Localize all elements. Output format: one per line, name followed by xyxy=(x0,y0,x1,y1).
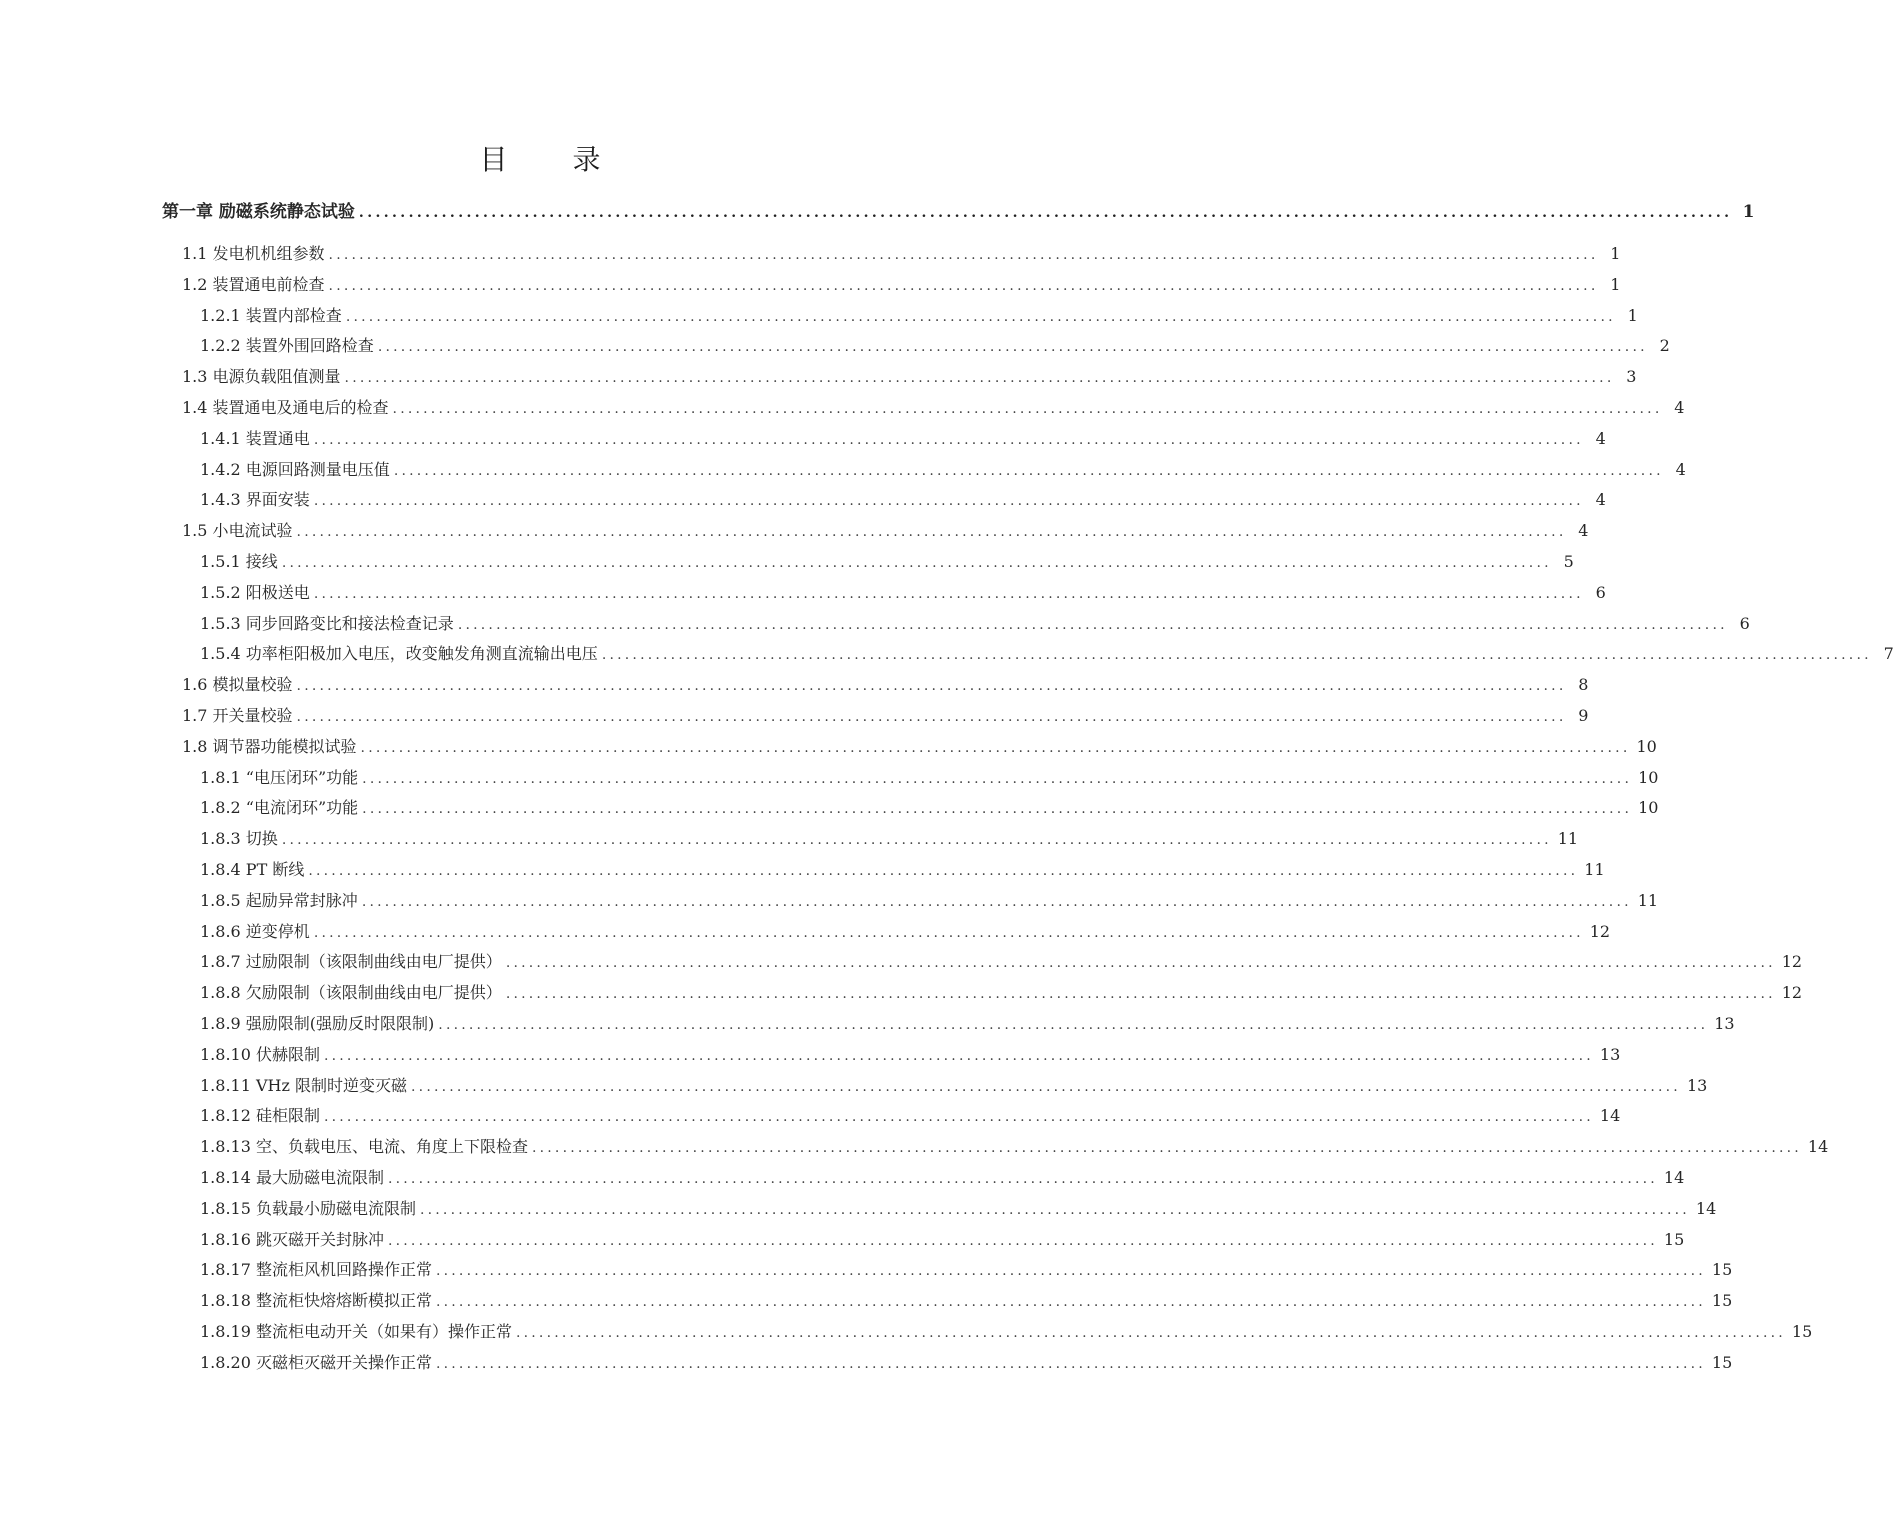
toc-dot-leader: ...................................................................................................................................................................... xyxy=(362,801,1633,818)
toc-dot-leader: ...................................................................................................................................................................... xyxy=(377,339,1648,356)
toc-dot-leader: ...................................................................................................................................................................... xyxy=(435,1355,1706,1372)
toc-dot-leader: ...................................................................................................................................................................... xyxy=(360,739,1631,756)
toc-entry-label: 1.4.2 电源回路测量电压值 xyxy=(200,459,390,479)
toc-dot-leader: ...................................................................................................................................................................... xyxy=(328,247,1599,263)
toc-dot-leader: ...................................................................................................................................................................... xyxy=(328,277,1599,294)
toc-entry[interactable] xyxy=(200,1318,1813,1346)
toc-dot-leader: ...................................................................................................................................................................... xyxy=(313,431,1584,448)
toc-dot-leader: ...................................................................................................................................................................... xyxy=(387,1171,1658,1187)
toc-page-number: 10 xyxy=(1636,736,1657,756)
toc-entry[interactable] xyxy=(182,671,1589,699)
toc-entry-label: 1.8.7 过励限制（该限制曲线由电厂提供） xyxy=(200,952,502,972)
toc-entry-label: 1.4.3 界面安装 xyxy=(200,490,310,510)
toc-page-number: 10 xyxy=(1638,767,1659,787)
toc-page-number: 15 xyxy=(1711,1260,1733,1280)
toc-page-number: 1 xyxy=(1610,244,1621,263)
toc-entry[interactable] xyxy=(200,856,1605,884)
toc-entry[interactable] xyxy=(200,1133,1829,1161)
toc-entry[interactable] xyxy=(200,1041,1621,1069)
toc-page-number: 4 xyxy=(1578,521,1589,541)
toc-entry-label: 1.8 调节器功能模拟试验 xyxy=(182,736,357,756)
toc-entry-label: 1.8.10 伏赫限制 xyxy=(200,1044,320,1064)
toc-page-number: 15 xyxy=(1791,1322,1813,1341)
toc-entry[interactable] xyxy=(200,1010,1735,1038)
toc-page-number: 3 xyxy=(1626,367,1637,387)
toc-chapter-entry[interactable] xyxy=(162,198,1755,226)
toc-dot-leader: ...................................................................................................................................................................... xyxy=(505,986,1776,1003)
toc-page-number: 4 xyxy=(1595,428,1606,448)
toc-page-number: 1 xyxy=(1627,305,1638,325)
toc-entry-label: 1.5.3 同步回路变比和接法检查记录 xyxy=(200,613,454,633)
toc-dot-leader: ...................................................................................................................................................................... xyxy=(457,616,1728,633)
toc-entry[interactable] xyxy=(200,979,1803,1007)
toc-page-number: 11 xyxy=(1557,829,1579,849)
toc-entry-label: 1.8.1 “电压闭环”功能 xyxy=(200,767,359,787)
toc-entry-label: 1.8.2 “电流闭环”功能 xyxy=(200,798,359,818)
toc-dot-leader: ...................................................................................................................................................................... xyxy=(296,678,1567,695)
toc-entry[interactable] xyxy=(200,1226,1685,1254)
toc-dot-leader: ...................................................................................................................................................................... xyxy=(358,205,1733,221)
toc-page-number: 7 xyxy=(1883,644,1894,664)
toc-dot-leader: ...................................................................................................................................................................... xyxy=(362,770,1633,787)
toc-entry-label: 1.8.9 强励限制(强励反时限限制) xyxy=(200,1014,435,1033)
toc-entry[interactable] xyxy=(200,579,1606,607)
toc-entry[interactable] xyxy=(200,887,1659,915)
toc-entry-label: 1.8.3 切换 xyxy=(200,829,278,849)
toc-title: 目 录 xyxy=(479,143,629,176)
toc-entry-label: 1.8.11 VHz 限制时逆变灭磁 xyxy=(200,1075,408,1095)
toc-entry-label: 1.8.6 逆变停机 xyxy=(200,921,310,941)
toc-page-number: 2 xyxy=(1659,336,1670,356)
toc-dot-leader: ...................................................................................................................................................................... xyxy=(296,524,1567,541)
toc-entry-label: 1.2 装置通电前检查 xyxy=(182,274,325,294)
toc-page-number: 6 xyxy=(1739,613,1750,633)
toc-dot-leader: ...................................................................................................................................................................... xyxy=(393,462,1664,479)
toc-dot-leader: ...................................................................................................................................................................... xyxy=(313,924,1584,941)
toc-dot-leader: ...................................................................................................................................................................... xyxy=(387,1232,1658,1249)
toc-dot-leader: ...................................................................................................................................................................... xyxy=(296,709,1567,725)
toc-entry[interactable] xyxy=(182,733,1657,761)
toc-entry[interactable] xyxy=(200,610,1750,638)
toc-entry-label: 1.8.17 整流柜风机回路操作正常 xyxy=(200,1260,432,1280)
toc-entry[interactable] xyxy=(200,1256,1733,1284)
toc-page-number: 1 xyxy=(1742,202,1755,222)
toc-page-number: 13 xyxy=(1599,1044,1621,1064)
toc-dot-leader: ...................................................................................................................................................................... xyxy=(515,1325,1786,1341)
toc-entry[interactable] xyxy=(182,394,1685,422)
toc-entry[interactable] xyxy=(200,640,1894,668)
toc-page-number: 14 xyxy=(1599,1106,1621,1126)
toc-entry-label: 1.2.1 装置内部检查 xyxy=(200,305,342,325)
toc-entry-label: 1.5.2 阳极送电 xyxy=(200,582,310,602)
toc-entry-label: 1.8.8 欠励限制（该限制曲线由电厂提供） xyxy=(200,983,502,1003)
toc-entry[interactable] xyxy=(200,794,1659,822)
toc-page-number: 4 xyxy=(1675,459,1686,479)
toc-page-number: 15 xyxy=(1711,1352,1733,1372)
toc-dot-leader: ...................................................................................................................................................................... xyxy=(411,1078,1681,1095)
toc-page-number: 4 xyxy=(1595,490,1606,510)
toc-entry-label: 1.8.4 PT 断线 xyxy=(200,860,305,879)
toc-page-number: 12 xyxy=(1589,921,1611,941)
toc-entry-label: 1.8.16 跳灭磁开关封脉冲 xyxy=(200,1229,384,1249)
toc-page-number: 8 xyxy=(1578,675,1589,695)
toc-dot-leader: ...................................................................................................................................................................... xyxy=(345,308,1616,325)
toc-entry-label: 1.3 电源负载阻值测量 xyxy=(182,367,341,387)
toc-page-number: 6 xyxy=(1595,582,1606,602)
toc-entry-label: 1.8.19 整流柜电动开关（如果有）操作正常 xyxy=(200,1322,512,1341)
toc-entry[interactable] xyxy=(182,240,1621,268)
toc-entry[interactable] xyxy=(200,425,1606,453)
toc-entry[interactable] xyxy=(200,486,1606,514)
toc-entry[interactable] xyxy=(200,918,1611,946)
toc-entry-label: 1.4 装置通电及通电后的检查 xyxy=(182,398,389,417)
toc-entry-label: 1.2.2 装置外围回路检查 xyxy=(200,336,374,356)
toc-entry[interactable] xyxy=(200,548,1574,576)
toc-dot-leader: ...................................................................................................................................................................... xyxy=(505,955,1776,972)
toc-page-number: 11 xyxy=(1584,860,1605,879)
toc-entry[interactable] xyxy=(182,271,1621,299)
toc-dot-leader: ...................................................................................................................................................................... xyxy=(281,832,1552,849)
toc-dot-leader: ...................................................................................................................................................................... xyxy=(313,585,1584,602)
toc-page-number: 10 xyxy=(1638,798,1659,818)
toc-entry-label: 1.8.14 最大励磁电流限制 xyxy=(200,1168,384,1187)
toc-dot-leader: ...................................................................................................................................................................... xyxy=(392,401,1663,417)
toc-page-number: 14 xyxy=(1663,1168,1685,1187)
toc-entry[interactable] xyxy=(200,764,1659,792)
toc-entry[interactable] xyxy=(182,517,1589,545)
toc-entry[interactable] xyxy=(200,302,1638,330)
toc-dot-leader: ...................................................................................................................................................................... xyxy=(531,1140,1802,1157)
toc-entry-label: 1.8.12 硅柜限制 xyxy=(200,1106,320,1126)
toc-dot-leader: ...................................................................................................................................................................... xyxy=(344,370,1615,387)
toc-entry-label: 1.8.18 整流柜快熔熔断模拟正常 xyxy=(200,1291,432,1311)
toc-dot-leader: ...................................................................................................................................................................... xyxy=(361,893,1632,910)
toc-entry[interactable] xyxy=(182,363,1637,391)
toc-page-number: 13 xyxy=(1714,1014,1735,1033)
toc-entry[interactable] xyxy=(200,1287,1733,1315)
toc-entry-label: 1.1 发电机机组参数 xyxy=(182,244,325,263)
toc-entry-label: 1.7 开关量校验 xyxy=(182,706,293,725)
toc-entry[interactable] xyxy=(200,1349,1733,1377)
toc-page-number: 9 xyxy=(1578,706,1589,725)
toc-dot-leader: ...................................................................................................................................................................... xyxy=(323,1047,1594,1064)
toc-entry-label: 1.8.15 负载最小励磁电流限制 xyxy=(200,1198,416,1218)
toc-entry-label: 1.5.1 接线 xyxy=(200,552,278,571)
toc-dot-leader: ...................................................................................................................................................................... xyxy=(601,647,1872,664)
toc-entry[interactable] xyxy=(200,332,1670,360)
toc-entry-label: 1.8.13 空、负载电压、电流、角度上下限检查 xyxy=(200,1137,528,1157)
toc-entry[interactable] xyxy=(200,825,1579,853)
toc-page-number: 4 xyxy=(1674,398,1685,417)
toc-entry[interactable] xyxy=(200,456,1686,484)
toc-dot-leader: ...................................................................................................................................................................... xyxy=(438,1017,1709,1033)
toc-entry[interactable] xyxy=(182,702,1589,730)
toc-dot-leader: ...................................................................................................................................................................... xyxy=(313,493,1584,510)
toc-entry-label: 1.8.20 灭磁柜灭磁开关操作正常 xyxy=(200,1352,432,1372)
toc-dot-leader: ...................................................................................................................................................................... xyxy=(323,1109,1594,1126)
toc-page-number: 15 xyxy=(1663,1229,1685,1249)
toc-page-number: 15 xyxy=(1711,1291,1733,1311)
toc-entry-label: 1.6 模拟量校验 xyxy=(182,675,293,695)
toc-dot-leader: ...................................................................................................................................................................... xyxy=(435,1294,1706,1311)
toc-page-number: 12 xyxy=(1781,983,1803,1003)
toc-entry-label: 1.4.1 装置通电 xyxy=(200,428,310,448)
toc-entry-label: 1.8.5 起励异常封脉冲 xyxy=(200,890,358,910)
toc-entry[interactable] xyxy=(200,1102,1621,1130)
toc-page-number: 1 xyxy=(1610,274,1621,294)
toc-dot-leader: ...................................................................................................................................................................... xyxy=(308,863,1579,879)
toc-entry-label: 1.5.4 功率柜阳极加入电压，改变触发角测直流输出电压 xyxy=(200,644,598,664)
toc-entry[interactable] xyxy=(200,1164,1685,1192)
toc-entry-label: 第一章 励磁系统静态试验 xyxy=(162,202,355,222)
toc-dot-leader: ...................................................................................................................................................................... xyxy=(281,555,1552,571)
toc-page-number: 5 xyxy=(1563,552,1574,571)
toc-entry-label: 1.5 小电流试验 xyxy=(182,521,293,541)
toc-entry[interactable] xyxy=(200,1195,1717,1223)
toc-page-number: 11 xyxy=(1637,890,1659,910)
toc-entry[interactable] xyxy=(200,948,1803,976)
toc-page-number: 14 xyxy=(1807,1137,1829,1157)
toc-page-number: 12 xyxy=(1781,952,1803,972)
toc-dot-leader: ...................................................................................................................................................................... xyxy=(435,1263,1706,1280)
toc-page-number: 14 xyxy=(1695,1198,1717,1218)
toc-page-number: 13 xyxy=(1686,1075,1708,1095)
toc-dot-leader: ...................................................................................................................................................................... xyxy=(419,1201,1690,1218)
toc-entry[interactable] xyxy=(200,1072,1708,1100)
